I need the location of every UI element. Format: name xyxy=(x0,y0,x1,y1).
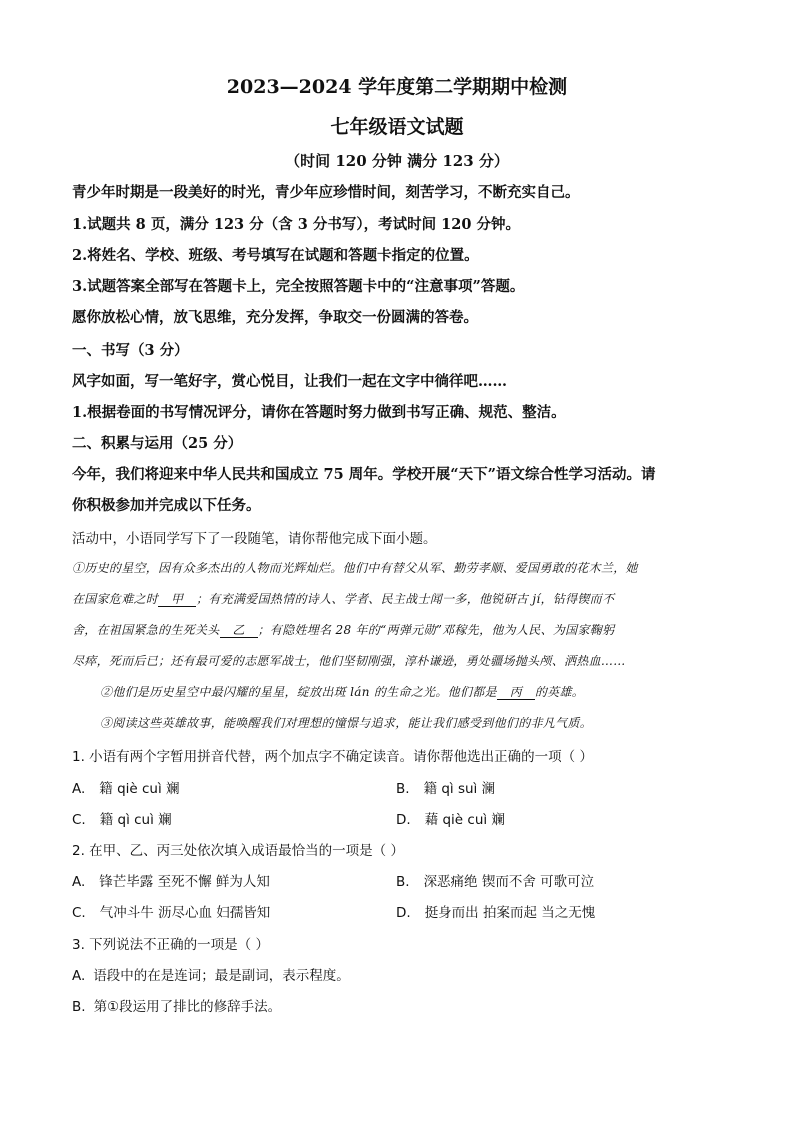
passage-text: ；有隐姓埋名 28 年的“两弹元勋”邓稼先，他为人民、为国家鞠躬 xyxy=(257,623,615,637)
option-text: 籍 qiè cuì 斓 xyxy=(99,781,180,797)
option-letter: A. xyxy=(72,968,86,984)
option-text: 籍 qì cuì 斓 xyxy=(99,812,172,828)
q1-option-a[interactable] xyxy=(72,777,180,797)
question-3-stem: 3. 下列说法不正确的一项是（ ） xyxy=(72,937,269,953)
section-1-line: 风字如面，写一笔好字，赏心悦目，让我们一起在文字中徜徉吧…… xyxy=(72,373,507,390)
exam-time-note: （时间 120 分钟 满分 123 分） xyxy=(285,152,509,170)
rule-1: 1.试题共 8 页，满分 123 分（含 3 分书写），考试时间 120 分钟。 xyxy=(72,216,520,233)
option-letter: D. xyxy=(396,812,411,828)
q3-option-b[interactable] xyxy=(72,995,281,1015)
option-letter: B. xyxy=(396,781,410,797)
q1-option-d[interactable] xyxy=(396,808,505,828)
q2-option-c[interactable] xyxy=(72,901,270,921)
passage-p2 xyxy=(100,683,584,700)
passage-text: ②他们是历史星空中最闪耀的星星，绽放出斑 lán 的生命之光。他们都是 xyxy=(100,685,497,699)
passage-text: 在国家危难之时 xyxy=(72,592,159,606)
option-text: 挺身而出 拍案而起 当之无愧 xyxy=(424,905,596,921)
passage-p1-line1: ①历史的星空，因有众多杰出的人物而光辉灿烂。他们中有替父从军、勤劳孝顺、爱国勇敢的花木兰，她 xyxy=(72,561,638,575)
blank-yi: 乙 xyxy=(220,624,258,638)
passage-text: 的英雄。 xyxy=(534,685,585,699)
section-2-intro-2: 你积极参加并完成以下任务。 xyxy=(72,497,261,514)
passage-p1-line4: 尽瘁，死而后已；还有最可爱的志愿军战士，他们坚韧刚强，淳朴谦逊，勇处疆场抛头颅、洒热血…… xyxy=(72,654,626,668)
exam-subject: 七年级语文试题 xyxy=(330,116,464,138)
option-letter: D. xyxy=(396,905,411,921)
section-2-intro-1: 今年，我们将迎来中华人民共和国成立 75 周年。学校开展“天下”语文综合性学习活动。请 xyxy=(72,466,656,483)
option-letter: A. xyxy=(72,781,86,797)
task-instruction: 活动中，小语同学写下了一段随笔，请你帮他完成下面小题。 xyxy=(72,531,437,547)
option-letter: B. xyxy=(396,874,410,890)
wish-line: 愿你放松心情，放飞思维，充分发挥，争取交一份圆满的答卷。 xyxy=(72,309,478,326)
passage-p3: ③阅读这些英雄故事，能唤醒我们对理想的憧憬与追求，能让我们感受到他们的非凡气质。 xyxy=(100,716,593,730)
option-text: 锋芒毕露 至死不懈 鲜为人知 xyxy=(99,874,270,890)
section-2-heading: 二、积累与运用（25 分） xyxy=(72,435,243,452)
option-letter: A. xyxy=(72,874,86,890)
option-letter: C. xyxy=(72,812,86,828)
option-text: 籍 qì suì 澜 xyxy=(423,781,496,797)
q1-option-c[interactable] xyxy=(72,808,172,828)
rule-2: 2.将姓名、学校、班级、考号填写在试题和答题卡指定的位置。 xyxy=(72,247,479,264)
exam-title: 2023—2024 学年度第二学期期中检测 xyxy=(226,76,568,98)
q2-option-d[interactable] xyxy=(396,901,595,921)
rule-3: 3.试题答案全部写在答题卡上，完全按照答题卡中的“注意事项”答题。 xyxy=(72,278,525,295)
q2-option-b[interactable] xyxy=(396,870,594,890)
option-text: 气冲斗牛 沥尽心血 妇孺皆知 xyxy=(99,905,271,921)
question-1-stem: 1. 小语有两个字暂用拼音代替，两个加点字不确定读音。请你帮他选出正确的一项（ ） xyxy=(72,749,593,765)
intro-line: 青少年时期是一段美好的时光，青少年应珍惜时间，刻苦学习，不断充实自己。 xyxy=(72,184,580,201)
blank-jia: 甲 xyxy=(158,593,196,607)
option-text: 第①段运用了排比的修辞手法。 xyxy=(93,999,282,1015)
q2-option-a[interactable] xyxy=(72,870,270,890)
option-text: 深恶痛绝 锲而不舍 可歌可泣 xyxy=(423,874,595,890)
section-1-instruction: 1.根据卷面的书写情况评分，请你在答题时努力做到书写正确、规范、整洁。 xyxy=(72,404,566,421)
blank-bing: 丙 xyxy=(497,686,535,700)
question-2-stem: 2. 在甲、乙、丙三处依次填入成语最恰当的一项是（ ） xyxy=(72,843,404,859)
option-text: 语段中的在是连词；最是副词，表示程度。 xyxy=(93,968,350,984)
option-text: 藉 qiè cuì 斓 xyxy=(424,812,505,828)
q3-option-a[interactable] xyxy=(72,964,350,984)
passage-text: 舍，在祖国紧急的生死关头 xyxy=(72,623,220,637)
section-1-heading: 一、书写（3 分） xyxy=(72,342,189,359)
passage-text: ；有充满爱国热情的诗人、学者、民主战士闻一多，他锐研古 jí，钻得锲而不 xyxy=(196,592,615,606)
q1-option-b[interactable] xyxy=(396,777,495,797)
passage-p1-line3 xyxy=(72,621,614,638)
option-letter: C. xyxy=(72,905,86,921)
option-letter: B. xyxy=(72,999,86,1015)
passage-p1-line2 xyxy=(72,590,614,607)
